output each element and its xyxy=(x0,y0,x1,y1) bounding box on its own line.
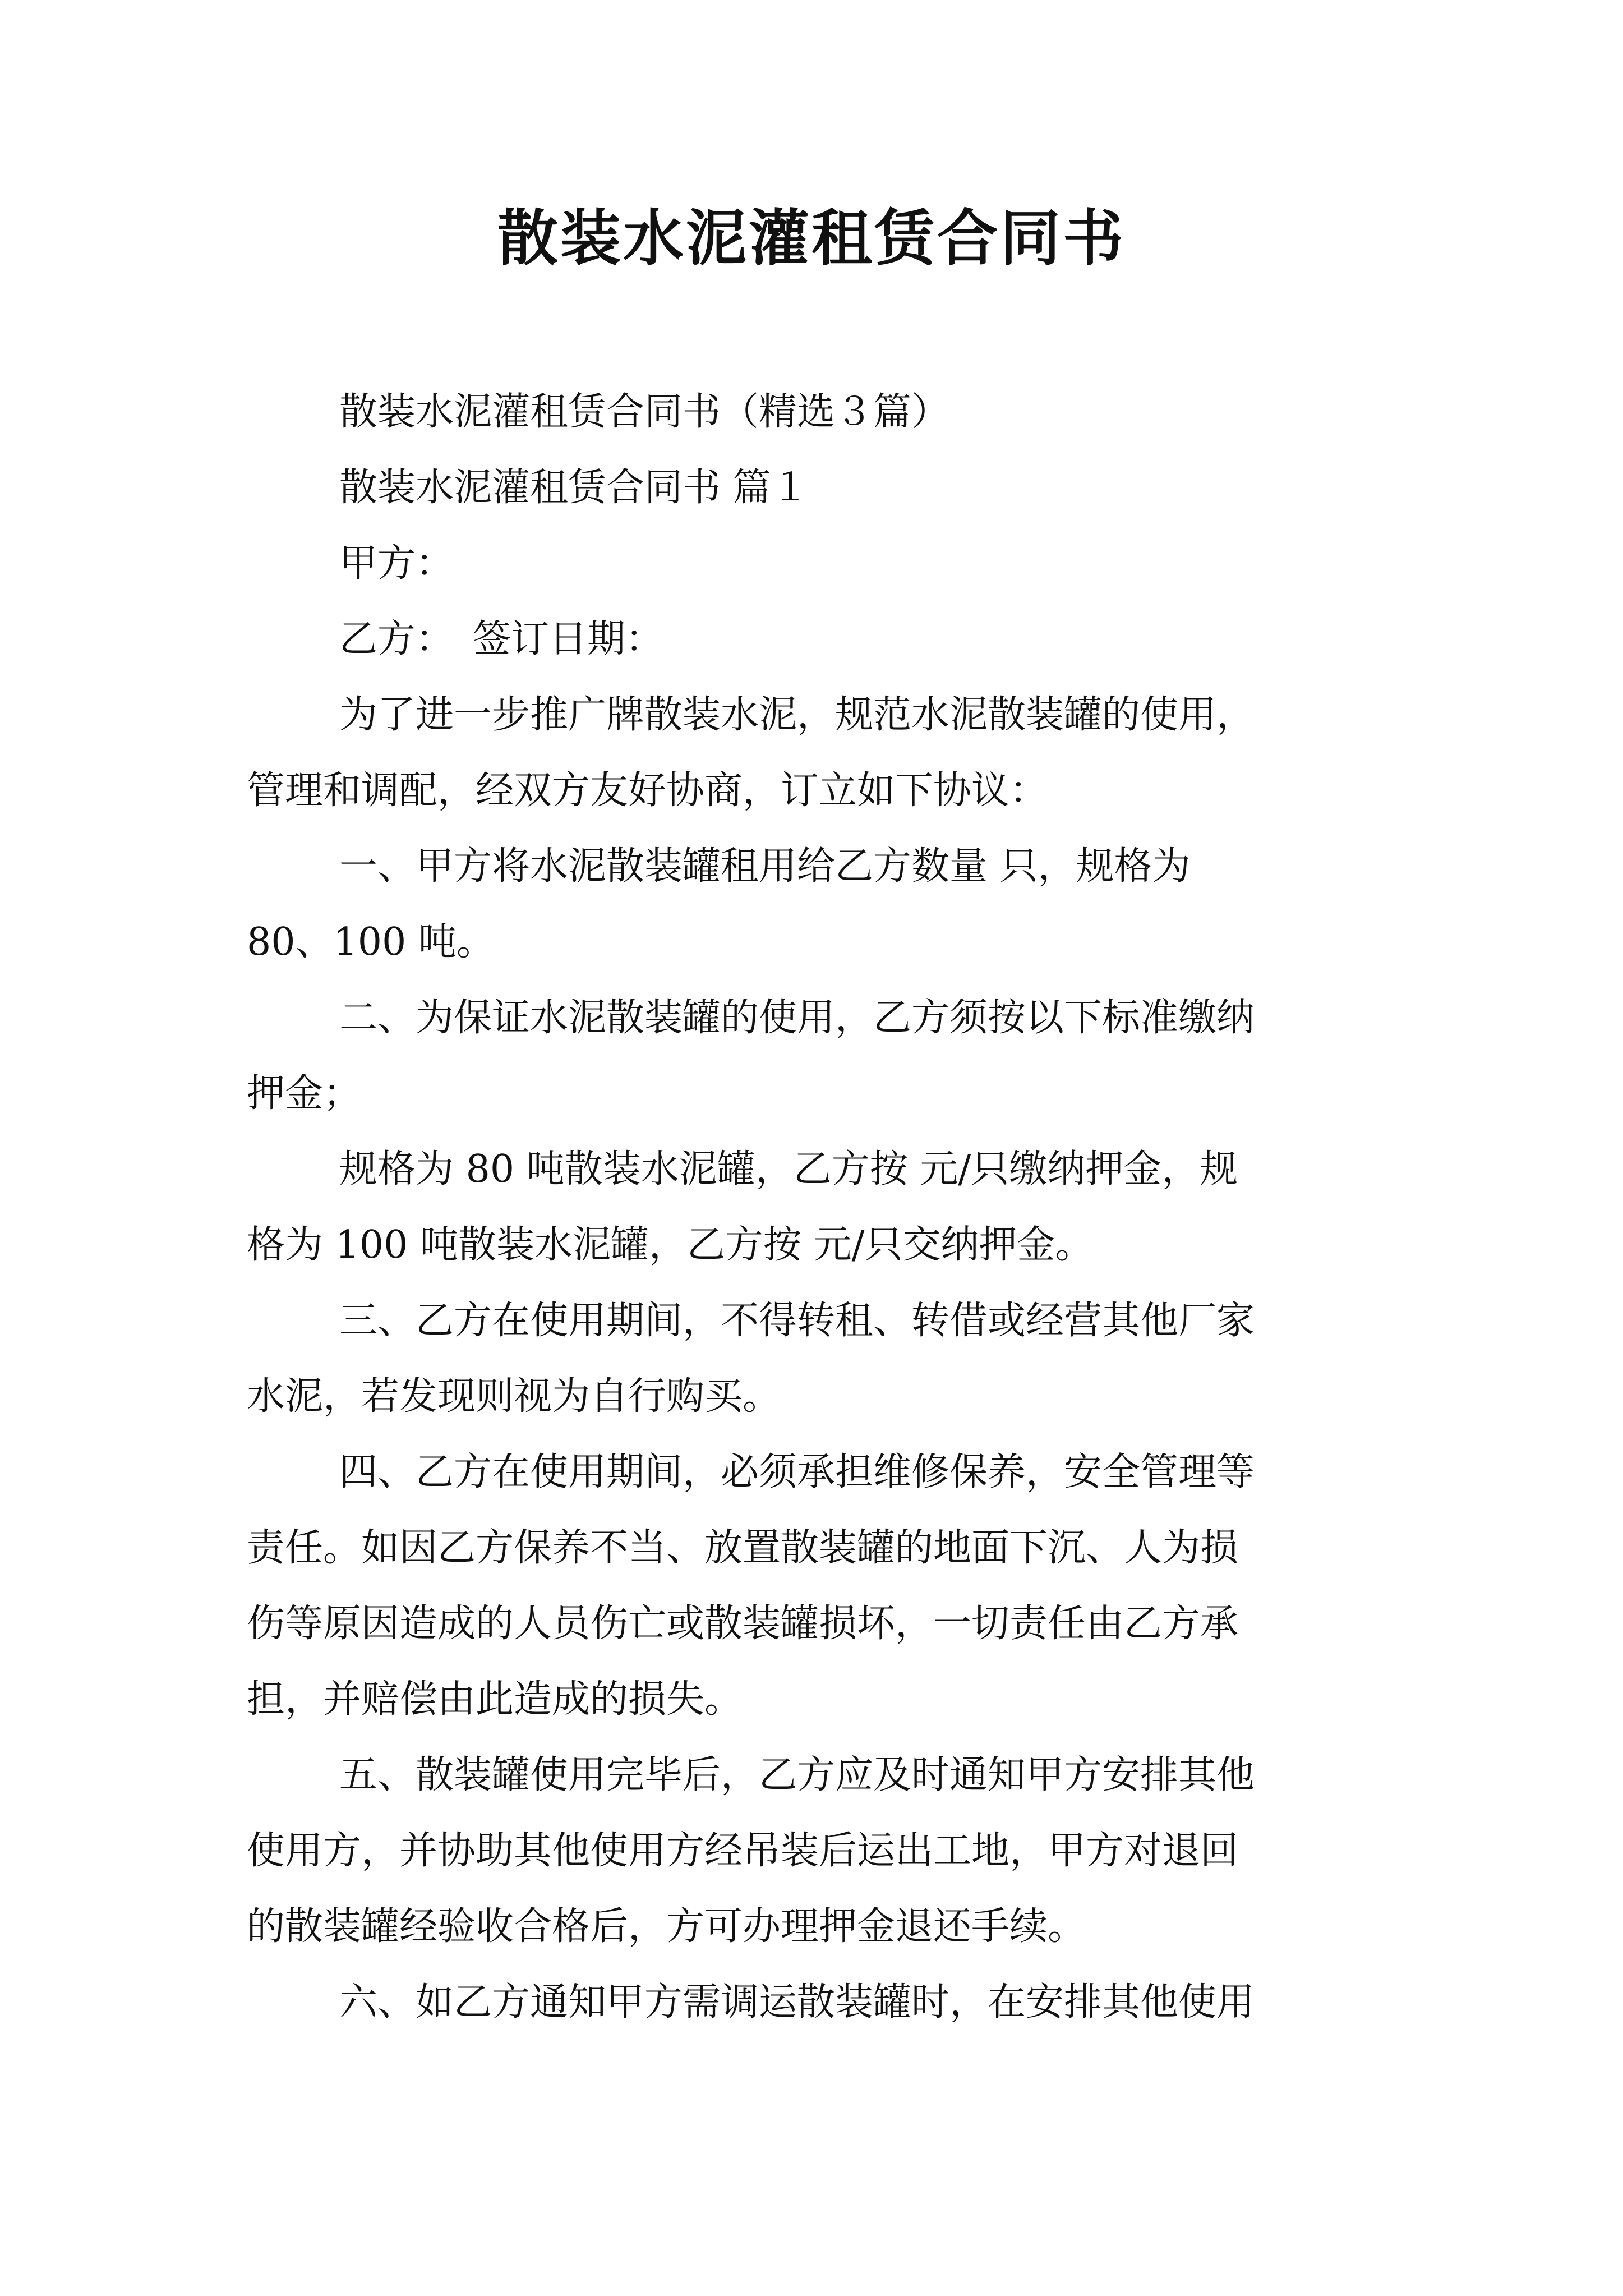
paragraph-line: 四、乙方在使用期间，必须承担维修保养，安全管理等 xyxy=(339,1450,1255,1494)
paragraph-line: 三、乙方在使用期间，不得转租、转借或经营其他厂家 xyxy=(339,1299,1255,1343)
paragraph-line: 为了进一步推广牌散装水泥，规范水泥散装罐的使用， xyxy=(339,693,1255,737)
paragraph-line: 二、为保证水泥散装罐的使用，乙方须按以下标准缴纳 xyxy=(339,996,1255,1040)
paragraph-line: 80、100 吨。 xyxy=(247,920,495,964)
paragraph-line: 五、散装罐使用完毕后，乙方应及时通知甲方安排其他 xyxy=(339,1753,1255,1797)
paragraph-line: 责任。如因乙方保养不当、放置散装罐的地面下沉、人为损 xyxy=(247,1526,1239,1570)
paragraph-line: 一、甲方将水泥散装罐租用给乙方数量 只，规格为 xyxy=(339,844,1191,889)
party-a-line: 甲方： xyxy=(339,541,454,586)
section-heading: 散装水泥灌租赁合同书 篇１ xyxy=(339,466,809,510)
document-title: 散装水泥灌租赁合同书 xyxy=(497,203,1126,274)
party-b-date-line: 乙方： 签订日期： xyxy=(339,617,664,661)
paragraph-line: 管理和调配，经双方友好协商，订立如下协议： xyxy=(247,769,1048,813)
paragraph-line: 押金； xyxy=(247,1071,362,1116)
paragraph-line: 伤等原因造成的人员伤亡或散装罐损坏，一切责任由乙方承 xyxy=(247,1602,1239,1646)
paragraph-line: 的散装罐经验收合格后，方可办理押金退还手续。 xyxy=(247,1904,1086,1949)
paragraph-line: 水泥，若发现则视为自行购买。 xyxy=(247,1374,781,1419)
paragraph-line: 六、如乙方通知甲方需调运散装罐时，在安排其他使用 xyxy=(339,1980,1255,2024)
paragraph-line: 担，并赔偿由此造成的损失。 xyxy=(247,1677,743,1722)
paragraph-line: 格为 100 吨散装水泥罐，乙方按 元/只交纳押金。 xyxy=(247,1223,1094,1267)
paragraph-line: 规格为 80 吨散装水泥罐，乙方按 元/只缴纳押金，规 xyxy=(339,1147,1238,1191)
subtitle-line: 散装水泥灌租赁合同书（精选３篇） xyxy=(339,390,950,434)
paragraph-line: 使用方，并协助其他使用方经吊装后运出工地，甲方对退回 xyxy=(247,1829,1239,1873)
